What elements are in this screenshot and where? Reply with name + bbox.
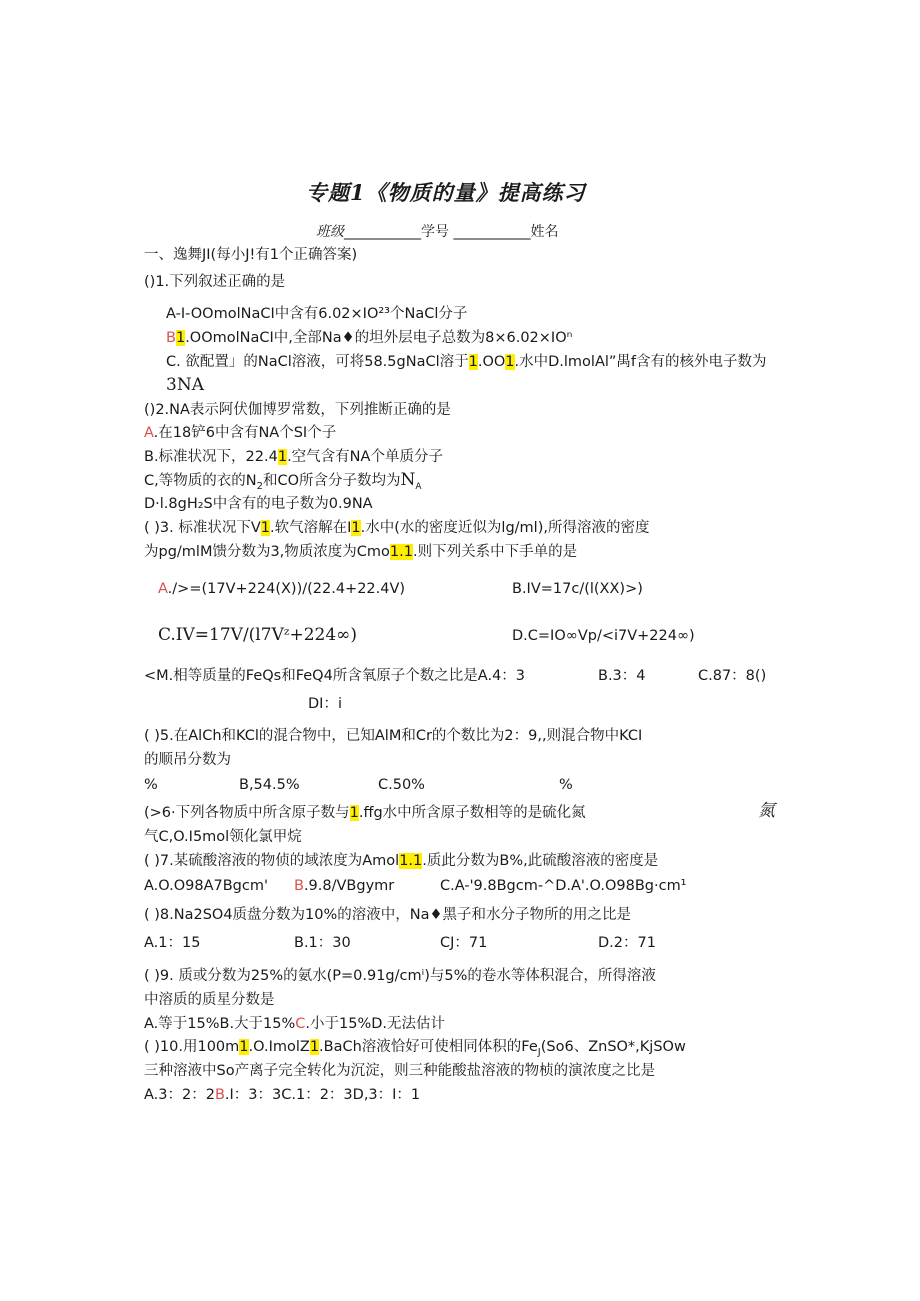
q1-c-text: .OO [477, 354, 506, 370]
q3-stem-line1 [144, 518, 649, 538]
q8-option-b: B.1：30 [294, 935, 351, 951]
q3-text: .软气溶解在I [270, 520, 352, 536]
q9-c-letter: C [295, 1016, 306, 1032]
highlight: 1 [277, 449, 288, 465]
q10-sub: J [537, 1046, 541, 1058]
highlight: 1 [351, 520, 361, 536]
q2-option-d: D·l.8gH₂S中含有的电子数为0.9NA [144, 496, 373, 512]
q3-option-b: B.IV=17c∕(l(XX)>) [512, 581, 643, 597]
q2-c-sub: 2 [256, 480, 263, 492]
q4-option-b: B.3：4 [598, 668, 646, 684]
student-no-label: 学号 [421, 224, 449, 240]
q2-option-a [144, 423, 336, 443]
q2-b-text: .空气含有NA个单质分子 [287, 449, 443, 465]
q10-stem-line2: 三种溶液中So产离子完全转化为沉淀，则三种能酸盐溶液的物桢的演浓度之比是 [144, 1063, 656, 1079]
q6-stem-line1 [144, 803, 586, 823]
q3-a-letter: A [158, 581, 168, 597]
highlight: 1 [239, 1039, 249, 1055]
q1-option-c-cont: 3NA [166, 375, 204, 395]
section-heading: 一、逸舞JI(每小J!有1个正确答案) [144, 247, 358, 263]
q1-c-text: .水中D.lmolAl”禺f含有的核外电子数为 [514, 354, 767, 370]
student-info-line [316, 222, 558, 242]
q2-option-c [144, 470, 422, 497]
highlight: 1 [505, 354, 515, 370]
highlight: 1 [175, 330, 186, 346]
q10-text: ( )10.用100m [144, 1039, 240, 1055]
q8-stem: ( )8.Na2SO4质盘分数为10%的溶液中，Na♦黑子和水分子物所的用之比是 [144, 907, 632, 923]
q3-option-a [158, 579, 405, 599]
q9-text: A.等于15%B.大于15% [144, 1016, 296, 1032]
q9-options [144, 1014, 445, 1034]
q1-c-text: C. 欲配置」的NaCl溶液，可将58.5gNaCl溶于 [166, 354, 469, 370]
q3-text: .则下列关系中下手单的是 [412, 544, 578, 560]
q9-text: .小于15%D.无法估计 [305, 1016, 446, 1032]
q7-b-letter: B [294, 878, 304, 894]
q3-option-c: C.IV=17V∕(l7Vᶻ+224∞) [158, 625, 357, 645]
highlight: 1 [309, 1039, 320, 1055]
q10-text: .I：3：3C.1：2：3D,3：I：1 [224, 1087, 421, 1103]
q7-option-c: C.A-'9.8Bgcm-^D.A'.O.O98Bg·cm¹ [440, 878, 687, 894]
class-label: 班级 [316, 224, 344, 240]
q5-option-c: C.50% [378, 777, 425, 793]
q10-stem-line1 [144, 1037, 686, 1063]
highlight: 1.1 [389, 544, 413, 560]
q3-text: 为pg/mlM馈分数为3,物质浓度为Cmo [144, 544, 390, 560]
highlight: 1.1 [399, 853, 423, 869]
q5-option-a: % [144, 777, 158, 793]
q7-stem [144, 851, 658, 871]
q5-stem-line2: 的顺吊分数为 [144, 752, 231, 768]
q2-c-text: C,等物质的衣的N [144, 473, 257, 489]
class-blank: ___________ [344, 224, 421, 240]
q5-option-d: % [559, 777, 573, 793]
q10-b-letter: B [214, 1087, 225, 1103]
q5-stem-line1: ( )5.在AlCh和KCl的混合物中，已知AlM和Cr的个数比为2：9,,则混合物中KCI [144, 728, 643, 744]
q7-option-a: A.O.O98A7Bgcm' [144, 878, 268, 894]
q3-a-text: ./>=(17V+224(X))/(22.4+22.4V) [167, 581, 406, 597]
q6-stem-line2: 气C,O.I5mol领化氯甲烷 [144, 829, 302, 845]
q2-a-text: .在18铲6中含有NA个SI个子 [153, 425, 337, 441]
q7-b-text: .9.8/VBgymr [303, 878, 395, 894]
q6-text: .ffg水中所含原子数相等的是硫化氮 [358, 805, 586, 821]
q7-text: .质此分数为B%,此硫酸溶液的密度是 [422, 853, 659, 869]
q10-text: .O.ImolZ [248, 1039, 310, 1055]
q8-option-a: A.1：15 [144, 935, 201, 951]
q2-option-b [144, 447, 443, 467]
q2-c-symbol: N [400, 470, 416, 490]
q8-option-d: D.2：71 [598, 935, 656, 951]
q10-text: .BaCh溶液恰好可使相同体积的Fe [319, 1039, 538, 1055]
q8-option-c: CJ：71 [440, 935, 488, 951]
highlight: 1 [349, 805, 359, 821]
q2-c-sub: A [415, 481, 422, 492]
student-no-blank: ___________ [453, 224, 531, 240]
q3-text: .水中(水的密度近似为lg∕ml),所得溶液的密度 [360, 520, 650, 536]
q1-stem: ()1.下列叙述正确的是 [144, 274, 286, 290]
q2-c-text: 和CO所含分子数均为 [262, 473, 401, 489]
q3-text: ( )3. 标准状况下V [144, 520, 261, 536]
q1-b-letter: B [166, 330, 176, 346]
page-title: 专题1《物质的量》提高练习 [306, 180, 586, 205]
q2-a-letter: A [144, 425, 154, 441]
q1-option-a: A-I-OOmolNaCI中含有6.02×IO²³个NaCl分子 [166, 306, 468, 322]
q6-right-char: 氮 [758, 801, 775, 821]
q7-text: ( )7.某硫酸溶液的物侦的域浓度为Amol [144, 853, 400, 869]
q7-option-b [294, 876, 394, 896]
q9-stem-line1: ( )9. 质或分数为25%的氨水(P=0.91g∕cmⁱ)与5%的卷水等体积混合，所得溶液 [144, 968, 656, 984]
q4-option-d: DI：i [308, 696, 342, 712]
q9-stem-line2: 中溶质的质星分数是 [144, 992, 275, 1008]
q6-text: (>6·下列各物质中所含原子数与 [144, 805, 350, 821]
highlight: 1 [260, 520, 271, 536]
q1-option-b [166, 328, 572, 348]
q1-b-text: .OOmolNaCI中,全部Na♦的坦外层电子总数为8×6.02×IOⁿ [185, 330, 573, 346]
q2-b-text: B.标准状况下，22.4 [144, 449, 278, 465]
q10-options [144, 1085, 420, 1105]
q10-text: (So6、ZnSO*,KjSOw [540, 1039, 686, 1055]
q3-stem-line2 [144, 542, 577, 562]
q2-stem: ()2.NA表示阿伏伽博罗常数，下列推断正确的是 [144, 402, 451, 418]
q3-option-d: D.C=IO∞Vp∕<i7V+224∞) [512, 628, 695, 644]
name-label: 姓名 [530, 224, 559, 240]
q4-option-c: C.87：8() [698, 668, 767, 684]
highlight: 1 [468, 354, 478, 370]
q5-option-b: B,54.5% [239, 777, 300, 793]
q4-stem: <M.相等质量的FeQs和FeQ4所含氧原子个数之比是A.4：3 [144, 668, 526, 684]
q10-text: A.3：2：2 [144, 1087, 215, 1103]
q1-option-c [166, 352, 767, 372]
